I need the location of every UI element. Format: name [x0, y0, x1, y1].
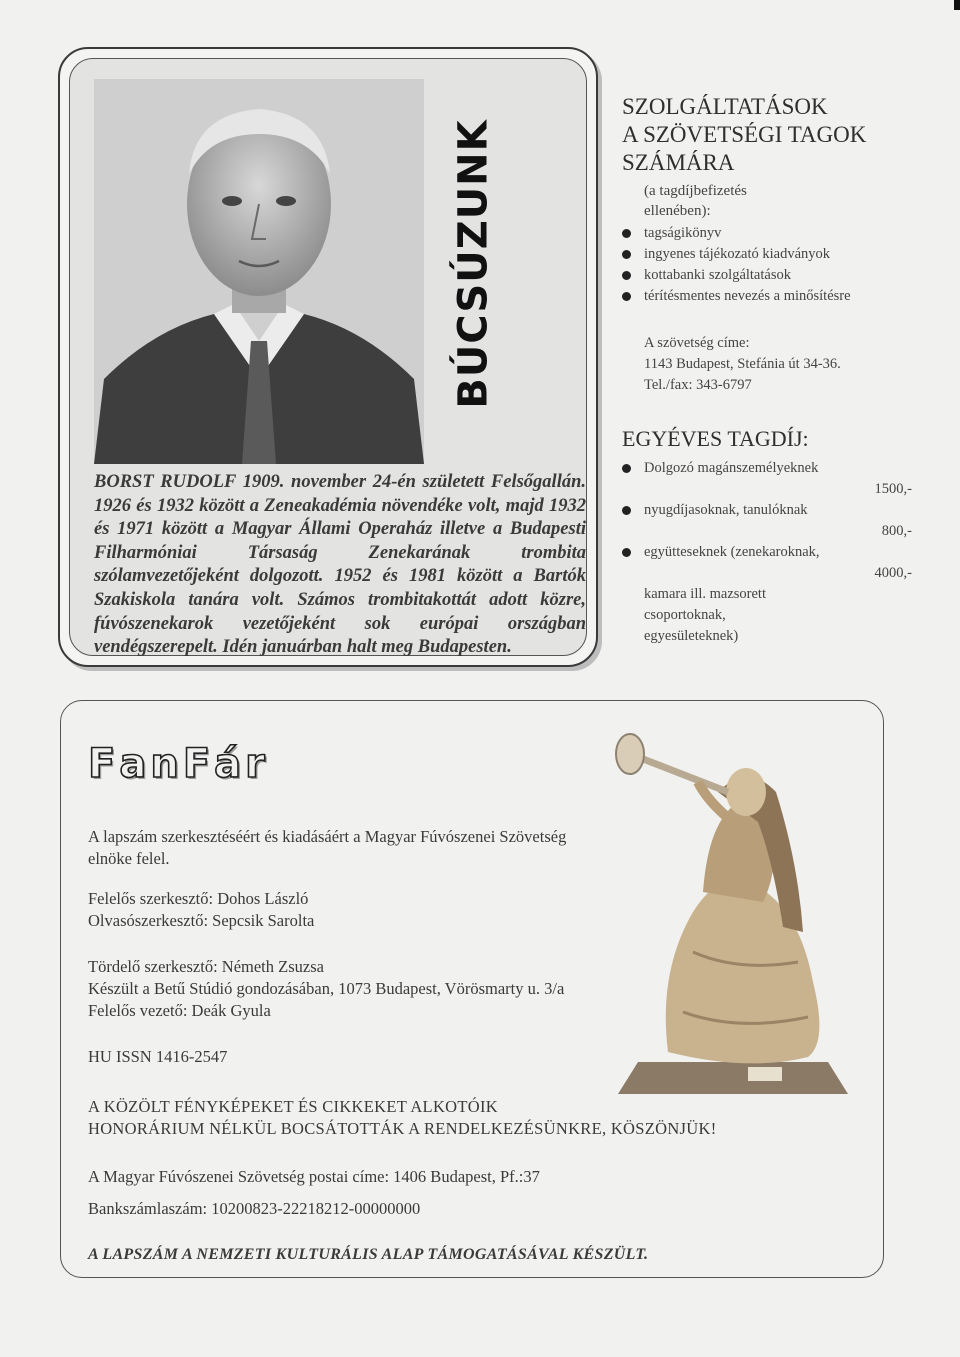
list-item: térítésmentes nevezés a minősítésre	[622, 286, 942, 307]
logo-letter: F	[182, 741, 211, 787]
fee-amount: 4000,-	[874, 565, 912, 581]
imprint-layout-editor: Tördelő szerkesztő: Németh Zsuzsa	[88, 957, 324, 976]
logo-letter: F	[88, 741, 116, 787]
imprint-responsibility-line-2: elnöke felel.	[88, 849, 170, 868]
logo-letter: a	[119, 741, 147, 787]
services-note-line-2: ellenében):	[644, 203, 711, 219]
scan-corner-mark	[954, 0, 960, 10]
fee-item	[622, 500, 942, 542]
obituary-inner-frame	[69, 58, 587, 656]
services-note-line-1: (a tagdíjbefizetés	[644, 183, 747, 199]
imprint-responsibility-line-1: A lapszám szerkesztéséért és kiadásáért a Magyar Fúvószenei Szövetség	[88, 827, 567, 846]
list-item: tagságikönyv	[622, 223, 942, 244]
imprint-production: Készült a Betű Stúdió gondozásában, 1073 Budapest, Vörösmarty u. 3/a	[88, 979, 565, 998]
annual-fee-title: EGYÉVES TAGDÍJ:	[622, 426, 809, 451]
fee-amount: 800,-	[881, 523, 912, 539]
imprint-funding-note: A LAPSZÁM A NEMZETI KULTURÁLIS ALAP TÁMOGATÁSÁVAL KÉSZÜLT.	[88, 1246, 649, 1263]
fee-extra-line-3: egyesületeknek)	[644, 628, 739, 644]
fee-extra-line-1: kamara ill. mazsorett	[644, 586, 766, 602]
obituary-box	[58, 47, 598, 667]
fee-label: együtteseknek (zenekaroknak,	[644, 544, 820, 560]
logo-letter: á	[214, 741, 242, 787]
fee-label: Dolgozó magánszemélyeknek	[644, 460, 819, 476]
fee-item	[622, 458, 942, 500]
fee-list	[622, 458, 942, 584]
fee-extra-line-2: csoportoknak,	[644, 607, 726, 623]
imprint-notice-line-2: HONORÁRIUM NÉLKÜL BOCSÁTOTTÁK A RENDELKEZÉSÜNKRE, KÖSZÖNJÜK!	[88, 1119, 717, 1138]
imprint-postal-address: A Magyar Fúvószenei Szövetség postai címe: 1406 Budapest, Pf.:37	[88, 1167, 540, 1186]
obituary-paragraph: BORST RUDOLF 1909. november 24-én született Felsőgallán. 1926 és 1932 között a Zeneakadémia növendéke volt, majd 1932 és 1971 között a Magyar Állami Operaház illetve a Budapesti Filharmóniai Társaság Zenekarának trombita szólamvezetőjeként dolgozott. 1952 és 1981 között a Bartók Szakiskola tanára volt. Számos trombitakottát adott közre, fúvószenekarok vezetőjeként sok európai országban vendégszerepelt. Idén januárban halt meg Budapesten.	[94, 472, 586, 658]
imprint-proofreader: Olvasószerkesztő: Sepcsik Sarolta	[88, 911, 315, 930]
imprint-bank-account: Bankszámlaszám: 10200823-22218212-00000000	[88, 1199, 421, 1218]
portrait-photo	[94, 79, 424, 464]
address-label: A szövetség címe:	[644, 335, 750, 351]
imprint-manager: Felelős vezető: Deák Gyula	[88, 1001, 271, 1020]
fee-amount: 1500,-	[874, 481, 912, 497]
list-item: ingyenes tájékozató kiadványok	[622, 244, 942, 265]
logo-letter: r	[245, 741, 265, 787]
obituary-title-text: BÚCSÚZUNK	[451, 119, 497, 409]
services-title	[622, 93, 942, 177]
services-column	[622, 93, 942, 647]
list-item: kottabanki szolgáltatások	[622, 265, 942, 286]
services-list	[622, 223, 942, 307]
services-title-line-2: A SZÖVETSÉGI TAGOK	[622, 122, 867, 147]
imprint-issn: HU ISSN 1416-2547	[88, 1047, 228, 1066]
address-street: 1143 Budapest, Stefánia út 34-36.	[644, 356, 841, 372]
fanfar-logo	[88, 742, 265, 786]
obituary-text	[94, 471, 586, 660]
fee-extra-text	[644, 584, 942, 647]
fee-item	[622, 542, 942, 584]
services-note	[644, 181, 942, 221]
services-title-line-3: SZÁMÁRA	[622, 150, 735, 175]
logo-letter: n	[150, 741, 179, 787]
association-address	[644, 333, 942, 396]
address-phone: Tel./fax: 343-6797	[644, 377, 752, 393]
imprint-notice-line-1: A KÖZÖLT FÉNYKÉPEKET ÉS CIKKEKET ALKOTÓIK	[88, 1097, 498, 1116]
imprint-editor: Felelős szerkesztő: Dohos László	[88, 889, 309, 908]
services-title-line-1: SZOLGÁLTATÁSOK	[622, 94, 828, 119]
obituary-vertical-title	[450, 99, 498, 429]
fee-label: nyugdíjasoknak, tanulóknak	[644, 502, 808, 518]
imprint-text	[88, 826, 788, 1266]
